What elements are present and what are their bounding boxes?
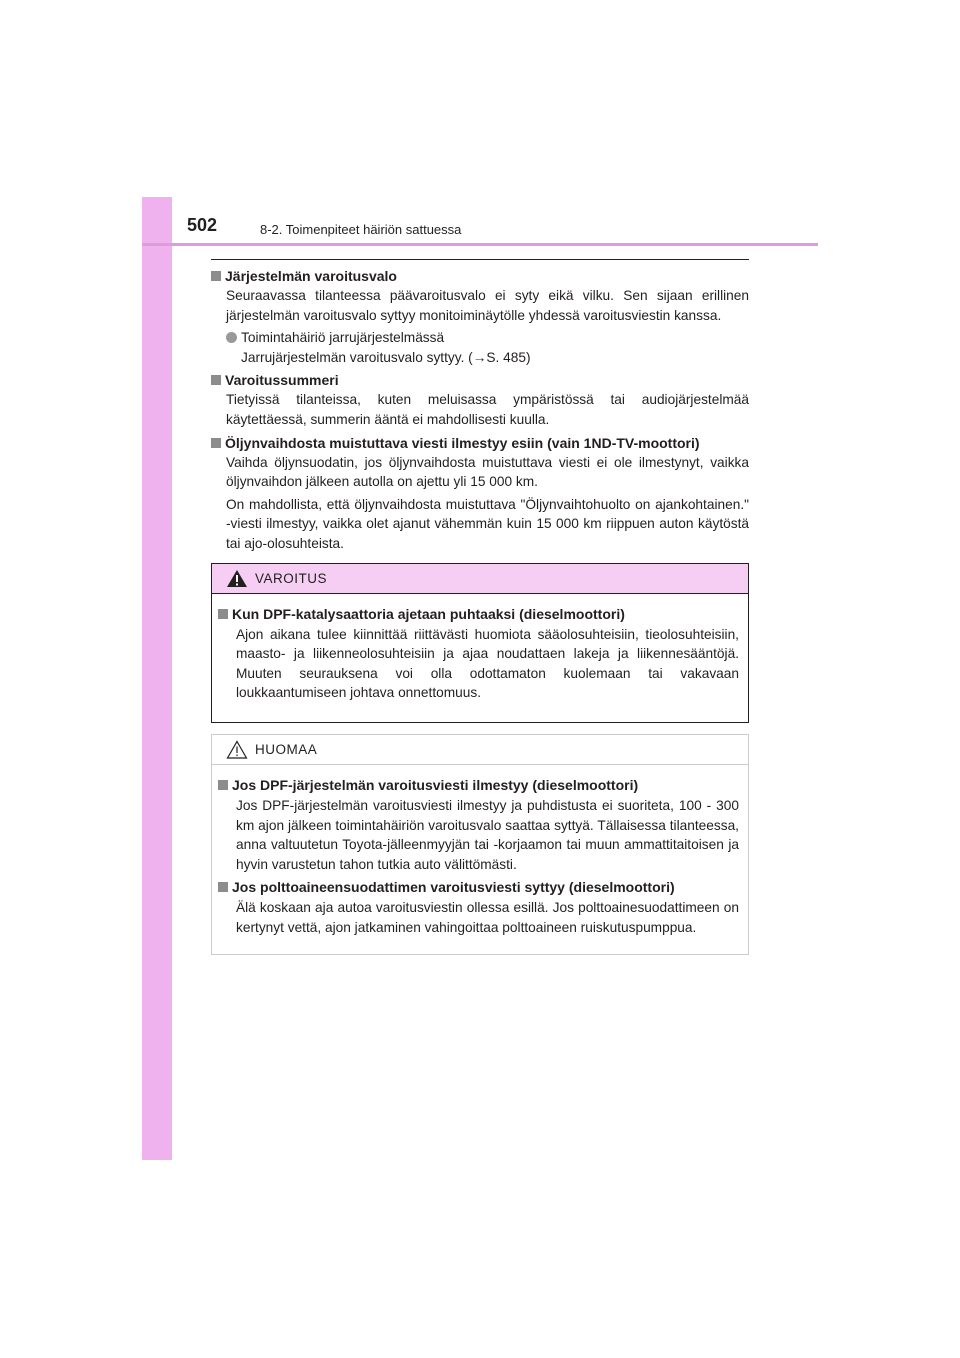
section-text-2: On mahdollista, että öljynvaihdosta muistuttava "Öljynvaihtohuolto on ajankohtainen." -viesti ilmestyy, vaikka olet ajanut vähemmän kuin 15 000 km riippuen auton käytöstä tai ajo-olosuhteista. [226, 496, 749, 551]
page-content [211, 259, 749, 955]
notice-text: Jos DPF-järjestelmän varoitusviesti ilmestyy ja puhdistusta ei suoriteta, 100 - 300 km ajon jälkeen toimintahäiriön varoitusvalo saattaa syttyä. Tällaisessa tilanteessa, anna valtuutetun Toyota-jälleenmyyjän tai -korjaamon tai muun ammattitaitoisen ja hyvin varustetun tahon tutkia auto välittömästi. [236, 797, 739, 872]
square-bullet-icon [211, 271, 221, 281]
top-divider [211, 259, 749, 260]
bullet-text: Jarrujärjestelmän varoitusvalo syttyy. (→S. 485) [241, 349, 531, 365]
warning-box [211, 563, 749, 723]
list-item [226, 328, 749, 367]
page-number: 502 [187, 215, 218, 235]
section-text: Vaihda öljynsuodatin, jos öljynvaihdosta muistuttava viesti ei ole ilmestynyt, vaikka öljynvaihdon jälkeen autolla on ajettu yli 15 000 km. [226, 454, 749, 490]
square-bullet-icon [218, 609, 228, 619]
warning-triangle-icon [226, 569, 248, 588]
caution-triangle-outline-icon [226, 740, 248, 759]
notice-label: HUOMAA [255, 741, 318, 757]
square-bullet-icon [211, 375, 221, 385]
section-heading: Öljynvaihdosta muistuttava viesti ilmestyy esiin (vain 1ND-TV-moottori) [225, 434, 700, 451]
section-text: Tietyissä tilanteissa, kuten meluisassa ympäristössä tai audiojärjestelmää käytettäessä, summerin ääntä ei mahdollisesti kuulla. [226, 392, 749, 427]
notice-text: Älä koskaan aja autoa varoitusviestin ollessa esillä. Jos polttoainesuodattimeen on kertynyt vettä, ajon jatkaminen vahingoittaa polttoaineen ruiskutuspumppua. [236, 900, 739, 935]
notice-heading: Jos DPF-järjestelmän varoitusviesti ilmestyy (dieselmoottori) [232, 776, 639, 793]
section-heading: Varoitussummeri [225, 372, 339, 389]
square-bullet-icon [218, 780, 228, 790]
page-header [142, 197, 818, 247]
section-warning-buzzer [211, 371, 749, 429]
round-bullet-icon [226, 332, 237, 343]
square-bullet-icon [211, 438, 221, 448]
header-rule [142, 243, 818, 246]
notice-box-header [212, 735, 748, 765]
warning-label: VAROITUS [255, 570, 328, 586]
warning-heading: Kun DPF-katalysaattoria ajetaan puhtaaksi (dieselmoottori) [232, 605, 625, 622]
chapter-title: 8-2. Toimenpiteet häiriön sattuessa [260, 222, 462, 237]
square-bullet-icon [218, 882, 228, 892]
warning-text: Ajon aikana tulee kiinnittää riittävästi huomiota sääolosuhteisiin, tieolosuhteisiin, maasto- ja liikenneolosuhteisiin ja ajaa noudattaen lakeja ja liikennesääntöjä. Muuten seurauksena voi olla odottamaton kuolemaan tai vakavaan loukkaantumiseen johtava onnettomuus. [236, 626, 739, 701]
warning-box-header [212, 564, 748, 594]
notice-heading: Jos polttoaineensuodattimen varoitusviesti syttyy (dieselmoottori) [232, 879, 675, 896]
chapter-side-tab [142, 197, 172, 1160]
section-system-warning-light [211, 267, 749, 367]
section-oil-change-reminder [211, 434, 749, 554]
section-text: Seuraavassa tilanteessa päävaroitusvalo ei syty eikä vilku. Sen sijaan erillinen järjestelmän varoitusvalo syttyy monitoiminäytölle yhdessä varoitusviestin kanssa. [226, 288, 749, 323]
notice-box [211, 734, 749, 956]
bullet-title: Toimintahäiriö jarrujärjestelmässä [241, 330, 445, 346]
section-heading: Järjestelmän varoitusvalo [225, 268, 397, 284]
